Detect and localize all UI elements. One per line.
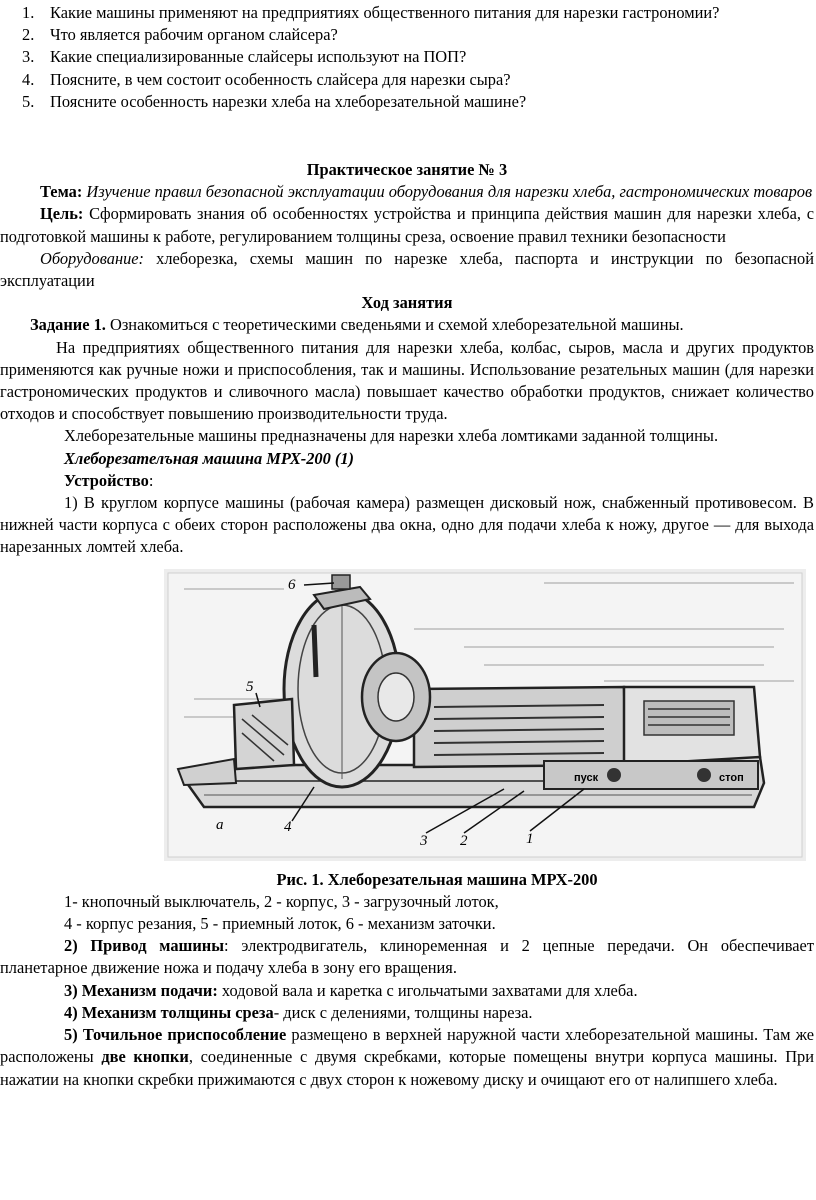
feed-label: 3) Механизм подачи: bbox=[64, 980, 218, 1000]
stop-label: стоп bbox=[719, 771, 744, 784]
question-number: 2. bbox=[22, 25, 35, 45]
device-label: Устройство bbox=[64, 470, 149, 490]
device-heading bbox=[0, 470, 814, 492]
stop-button bbox=[697, 768, 711, 782]
task1-label: Задание 1. bbox=[30, 315, 106, 335]
figure-caption: Рис. 1. Хлеборезательная машина МРХ-200 bbox=[276, 869, 598, 889]
feed-text: ходовой вала и каретка с игольчатыми захватами для хлеба. bbox=[217, 980, 638, 1000]
bread-slicer-illustration bbox=[164, 569, 806, 861]
sharpening-knob bbox=[332, 575, 350, 589]
drive-label: 2) Привод машины bbox=[64, 936, 225, 956]
sharpen-label: 5) Точильное приспособление bbox=[64, 1025, 287, 1045]
question-number: 4. bbox=[22, 69, 35, 89]
motor-vent bbox=[644, 701, 734, 735]
machine-figure bbox=[164, 569, 806, 861]
drive-paragraph bbox=[0, 935, 814, 979]
purpose-paragraph: Хлеборезательные машины предназначены для нарезки хлеба ломтиками заданной толщины. bbox=[64, 426, 719, 446]
start-button bbox=[607, 768, 621, 782]
legend-line-1: 1- кнопочный выключатель, 2 - корпус, 3 - загрузочный лоток, bbox=[64, 891, 499, 911]
question-text: Какие специализированные слайсеры используют на ПОП? bbox=[50, 47, 467, 67]
question-text: Что является рабочим органом слайсера? bbox=[50, 25, 338, 45]
start-label: пуск bbox=[574, 771, 599, 784]
label-3: 3 bbox=[420, 832, 428, 849]
goal-label: Цель: bbox=[40, 204, 84, 224]
equipment-label: Оборудование: bbox=[40, 248, 145, 268]
label-5: 5 bbox=[246, 678, 254, 695]
question-item bbox=[0, 2, 814, 24]
question-text: Какие машины применяют на предприятиях общественного питания для нарезки гастрономии? bbox=[50, 3, 720, 22]
question-number: 1. bbox=[22, 3, 35, 22]
task1-text: Ознакомиться с теоретическими сведеньями и схемой хлеборезательной машины. bbox=[110, 315, 684, 335]
label-2: 2 bbox=[460, 832, 468, 849]
topic-label: Тема: bbox=[40, 182, 83, 202]
device-colon: : bbox=[148, 470, 154, 490]
question-number: 5. bbox=[22, 91, 35, 111]
question-item bbox=[0, 69, 814, 91]
intro-paragraph: На предприятиях общественного питания для нарезки хлеба, колбас, сыров, масла и других продуктов применяются как ручные ножи и приспособления, так и машины. Использование резательных машин (для нарезки гастрономических продуктов и сливочного масла) повышает качество обработки продуктов, снижает количество отходов и способствует повышению производительности труда. bbox=[0, 337, 814, 424]
thickness-paragraph bbox=[0, 1002, 814, 1024]
question-text: Поясните, в чем состоит особенность слайсера для нарезки сыра? bbox=[50, 69, 511, 89]
label-6: 6 bbox=[288, 576, 296, 593]
topic-paragraph bbox=[0, 181, 814, 203]
equipment-paragraph bbox=[0, 248, 814, 292]
label-a: а bbox=[216, 816, 224, 833]
sharpen-text-1: размещено в верхней наружной части хлеборезательной машины. Там же расположены bbox=[0, 1025, 814, 1067]
lesson-title: Практическое занятие № 3 bbox=[306, 160, 508, 180]
drive-text: : электродвигатель, клиноременная и 2 цепные передачи. Он обеспечивает планетарное движение ножа и подачу хлеба в зону его вращения. bbox=[0, 936, 814, 978]
question-item bbox=[0, 46, 814, 68]
machine-title: Хлеборезателъная машина МРХ-200 (1) bbox=[64, 448, 355, 468]
thickness-label: 4) Механизм толщины среза bbox=[64, 1002, 274, 1022]
goal-paragraph bbox=[0, 203, 814, 247]
question-list bbox=[0, 0, 814, 113]
sharpen-text-2: , соединенные с двумя скребками, которые помещены внутри корпуса машины. При нажатии на кнопки скребки прижимаются с двух сторон к ножевому диску и очищают его от налипшего хлеба. bbox=[0, 1047, 814, 1089]
question-item bbox=[0, 24, 814, 46]
question-number: 3. bbox=[22, 47, 35, 67]
question-text: Поясните особенность нарезки хлеба на хлеборезательной машине? bbox=[50, 91, 527, 111]
question-item bbox=[0, 91, 814, 113]
sharpen-paragraph bbox=[0, 1024, 814, 1091]
goal-text: Сформировать знания об особенностях устройства и принципа действия машин для нарезки хлеба, с подготовкой машины к работе, регулированием толщины среза, освоение правил техники безопасности bbox=[0, 204, 815, 246]
handle bbox=[314, 625, 316, 677]
topic-text: Изучение правил безопасной эксплуатации оборудования для нарезки хлеба, гастрономических товаров bbox=[86, 182, 813, 202]
thickness-text: - диск с делениями, толщины нареза. bbox=[273, 1002, 533, 1022]
legend-line-2: 4 - корпус резания, 5 - приемный лоток, 6 - механизм заточки. bbox=[64, 914, 496, 934]
course-heading: Ход занятия bbox=[361, 293, 453, 313]
label-1: 1 bbox=[526, 830, 534, 847]
feed-paragraph bbox=[0, 980, 814, 1002]
task1-paragraph bbox=[0, 314, 814, 336]
label-4: 4 bbox=[284, 818, 292, 835]
device-paragraph: 1) В круглом корпусе машины (рабочая камера) размещен дисковый нож, снабженный противовесом. В нижней части корпуса с обеих сторон расположены два окна, одно для подачи хлеба к ножу, другое — для выхода нарезанных ломтей хлеба. bbox=[0, 493, 814, 557]
drive-drum-center bbox=[378, 673, 414, 721]
equipment-text: хлеборезка, схемы машин по нарезке хлеба, паспорта и инструкции по безопасной эксплуатации bbox=[0, 248, 814, 291]
sharpen-buttons-bold: две кнопки bbox=[101, 1047, 189, 1067]
